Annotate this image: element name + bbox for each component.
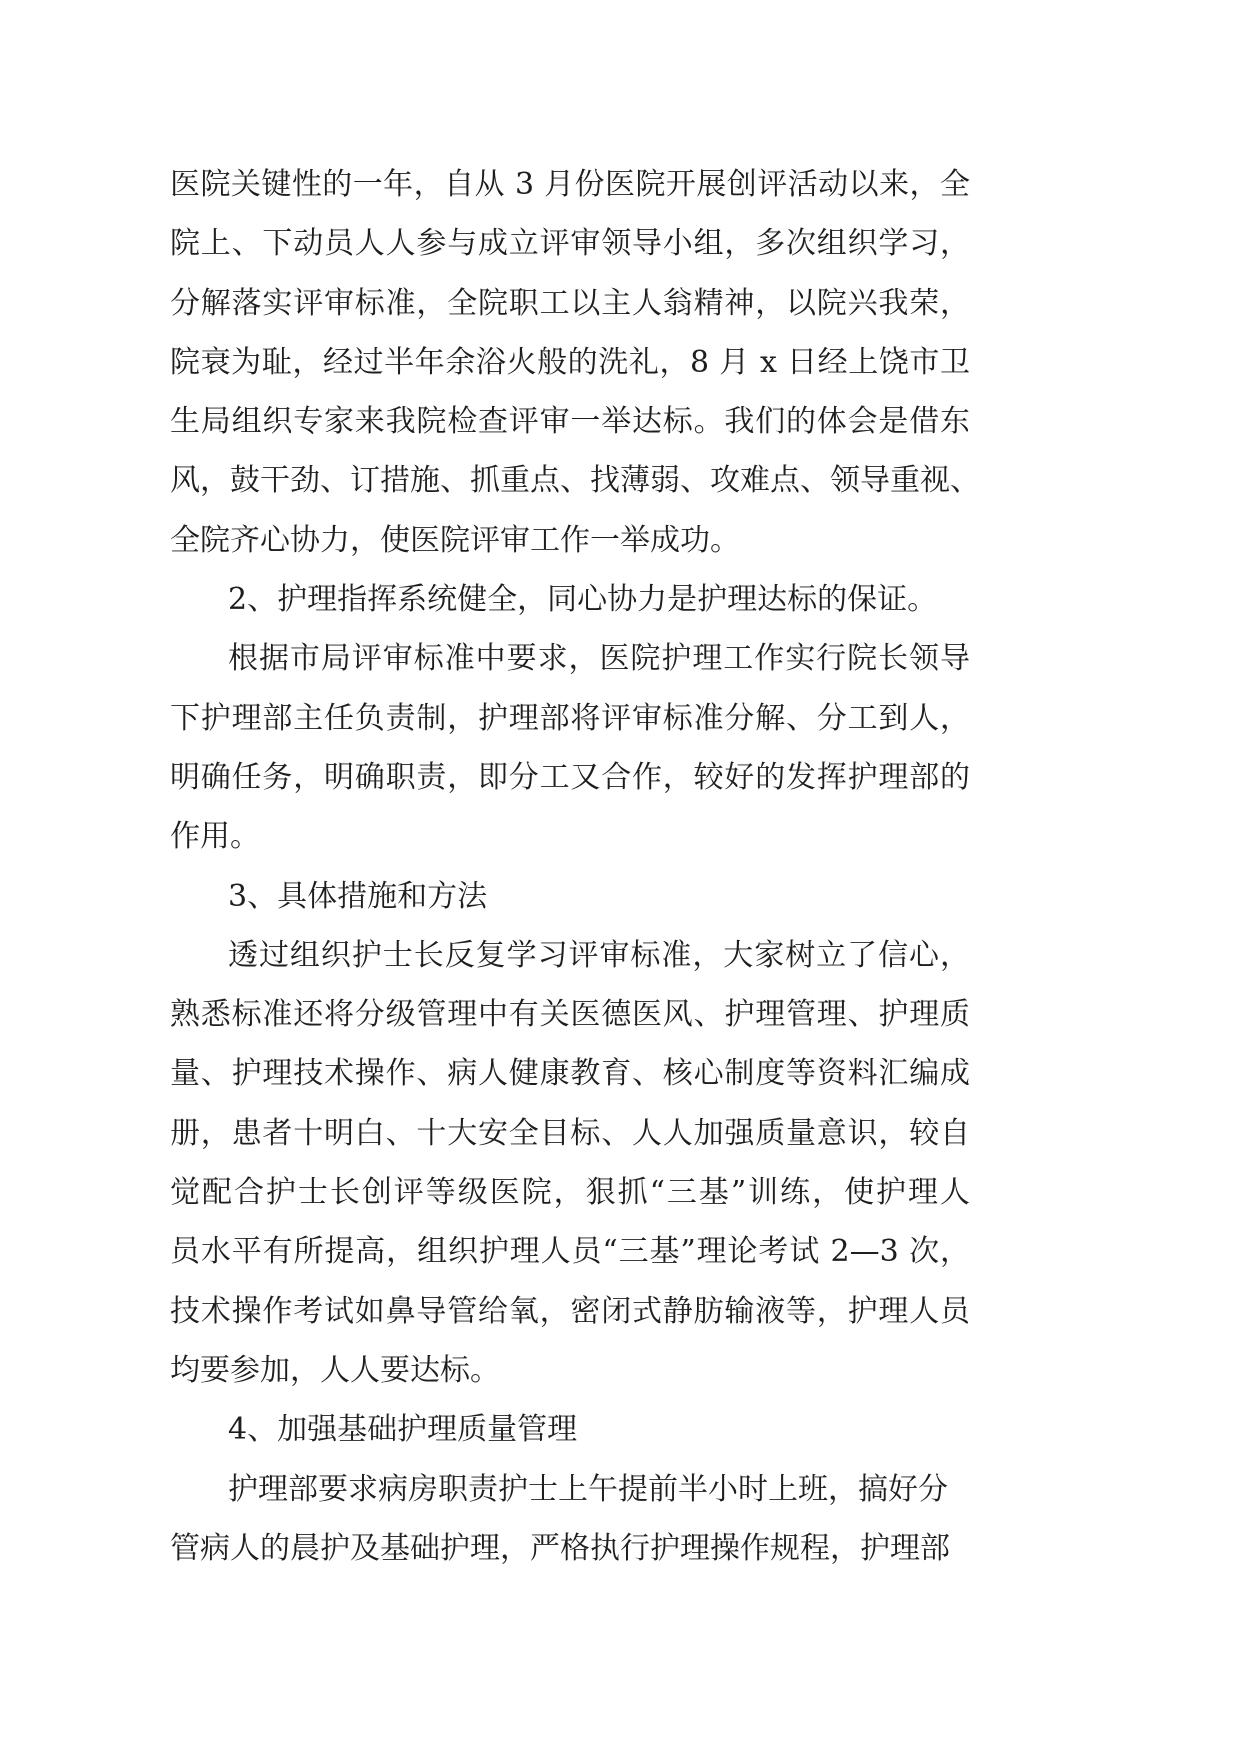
section-heading: 3、具体措施和方法 [228, 878, 488, 914]
text-line: 院上、下动员人人参与成立评审领导小组，多次组织学习， [170, 226, 970, 262]
section-heading-2 [170, 570, 970, 629]
text-line: 根据市局评审标准中要求，医院护理工作实行院长领导 [228, 641, 970, 677]
section-heading: 2、护理指挥系统健全，同心协力是护理达标的保证。 [228, 582, 938, 618]
paragraph-intro-continuation [170, 155, 980, 570]
text-line: 护理部要求病房职责护士上午提前半小时上班，搞好分 [228, 1471, 948, 1507]
text-line: 全院齐心协力，使医院评审工作一举成功。 [170, 522, 740, 558]
text-line: 明确任务，明确职责，即分工又合作，较好的发挥护理部的 [170, 759, 970, 795]
section-heading-4 [170, 1400, 970, 1459]
text-line: 风，鼓干劲、订措施、抓重点、找薄弱、攻难点、领导重视、 [170, 463, 980, 499]
text-line: 生局组织专家来我院检查评审一举达标。我们的体会是借东 [170, 404, 970, 440]
text-line: 员水平有所提高，组织护理人员“三基”理论考试 2—3 次， [170, 1234, 970, 1270]
paragraph-section-3 [170, 926, 970, 1400]
text-line: 医院关键性的一年，自从 3 月份医院开展创评活动以来，全 [170, 167, 970, 202]
text-line: 觉配合护士长创评等级医院，狠抓“三基”训练，使护理人 [170, 1175, 970, 1211]
section-heading-3 [170, 867, 970, 926]
text-line: 册，患者十明白、十大安全目标、人人加强质量意识，较自 [170, 1115, 970, 1151]
paragraph-section-4 [170, 1460, 970, 1579]
text-line: 技术操作考试如鼻导管给氧，密闭式静肪输液等，护理人员 [170, 1293, 970, 1329]
text-line: 作用。 [170, 819, 260, 855]
paragraph-section-2 [170, 629, 970, 866]
text-line: 熟悉标准还将分级管理中有关医德医风、护理管理、护理质 [170, 997, 970, 1033]
text-line: 分解落实评审标准，全院职工以主人翁精神，以院兴我荣， [170, 285, 970, 321]
text-line: 均要参加，人人要达标。 [170, 1352, 500, 1388]
text-line: 下护理部主任负责制，护理部将评审标准分解、分工到人， [170, 700, 970, 736]
body-text [170, 155, 980, 1578]
section-heading: 4、加强基础护理质量管理 [228, 1412, 578, 1448]
text-line: 管病人的晨护及基础护理，严格执行护理操作规程，护理部 [170, 1530, 950, 1566]
text-line: 透过组织护士长反复学习评审标准，大家树立了信心， [228, 937, 970, 973]
text-line: 院衰为耻，经过半年余浴火般的洗礼，8 月 x 日经上饶市卫 [170, 344, 970, 380]
text-line: 量、护理技术操作、病人健康教育、核心制度等资料汇编成 [170, 1056, 970, 1092]
